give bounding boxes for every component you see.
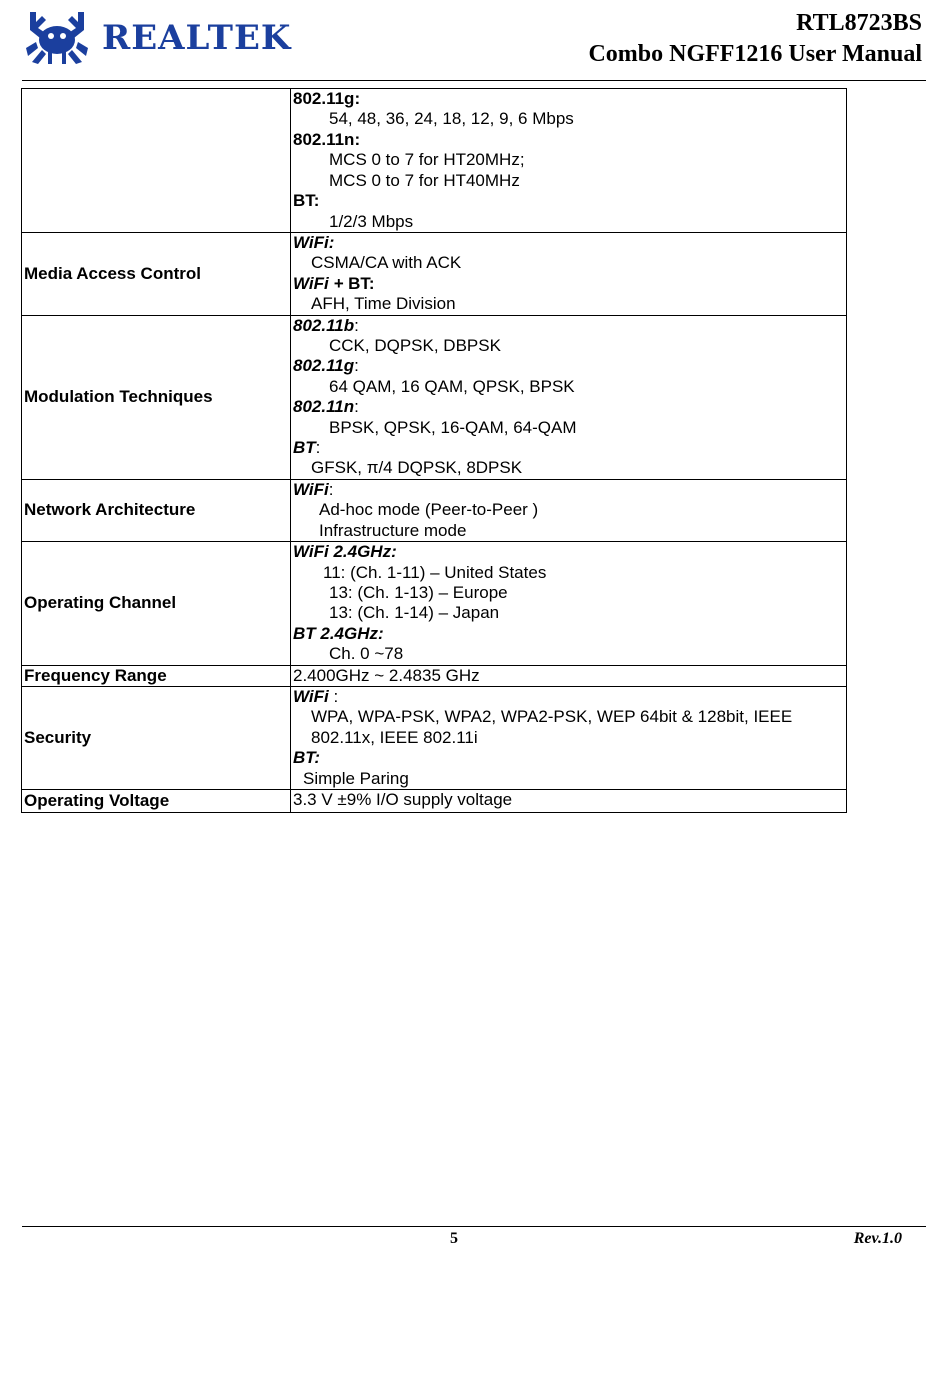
table-row [22, 665, 847, 686]
row-label: Network Architecture [22, 479, 291, 541]
row-value: WiFi: Ad-hoc mode (Peer-to-Peer ) Infrastructure mode [291, 479, 847, 541]
table-row [22, 315, 847, 479]
table-row [22, 789, 847, 812]
doc-model: RTL8723BS [796, 10, 922, 36]
row-label: Frequency Range [22, 665, 291, 686]
page-number: 5 [450, 1230, 458, 1247]
header-rule [22, 80, 926, 81]
revision: Rev.1.0 [853, 1230, 902, 1247]
table-row [22, 479, 847, 541]
document-id [588, 8, 922, 70]
row-value: 802.11g: 54, 48, 36, 24, 18, 12, 9, 6 Mbps 802.11n: MCS 0 to 7 for HT20MHz; MCS 0 to 7 for HT40MHz BT: 1/2/3 Mbps [291, 89, 847, 233]
table-row [22, 542, 847, 665]
row-label: Modulation Techniques [22, 315, 291, 479]
table-row [22, 89, 847, 233]
crab-logo-icon [22, 8, 92, 66]
table-row [22, 686, 847, 789]
logo-wordmark: REALTEK [102, 18, 292, 58]
doc-title: Combo NGFF1216 User Manual [588, 41, 922, 67]
row-value: WiFi : WPA, WPA-PSK, WPA2, WPA2-PSK, WEP 64bit & 128bit, IEEE 802.11x, IEEE 802.11i BT: Simple Paring [291, 686, 847, 789]
row-value: 802.11b: CCK, DQPSK, DBPSK 802.11g: 64 QAM, 16 QAM, QPSK, BPSK 802.11n: BPSK, QPSK, 16-QAM, 64-QAM BT: GFSK, π/4 DQPSK, 8DPSK [291, 315, 847, 479]
row-value: WiFi 2.4GHz: 11: (Ch. 1-11) – United States 13: (Ch. 1-13) – Europe 13: (Ch. 1-14) – Japan BT 2.4GHz: Ch. 0 ~78 [291, 542, 847, 665]
row-value: 2.400GHz ~ 2.4835 GHz [291, 665, 847, 686]
table-row [22, 233, 847, 316]
row-label: Operating Channel [22, 542, 291, 665]
realtek-logo [22, 8, 292, 66]
row-label: Media Access Control [22, 233, 291, 316]
spec-table [21, 88, 847, 813]
row-label: Security [22, 686, 291, 789]
row-value: WiFi: CSMA/CA with ACK WiFi + BT: AFH, Time Division [291, 233, 847, 316]
row-label [22, 89, 291, 233]
footer-rule [22, 1226, 926, 1227]
page-header [0, 0, 950, 82]
row-value: 3.3 V ±9% I/O supply voltage [291, 789, 847, 812]
row-label: Operating Voltage [22, 789, 291, 812]
